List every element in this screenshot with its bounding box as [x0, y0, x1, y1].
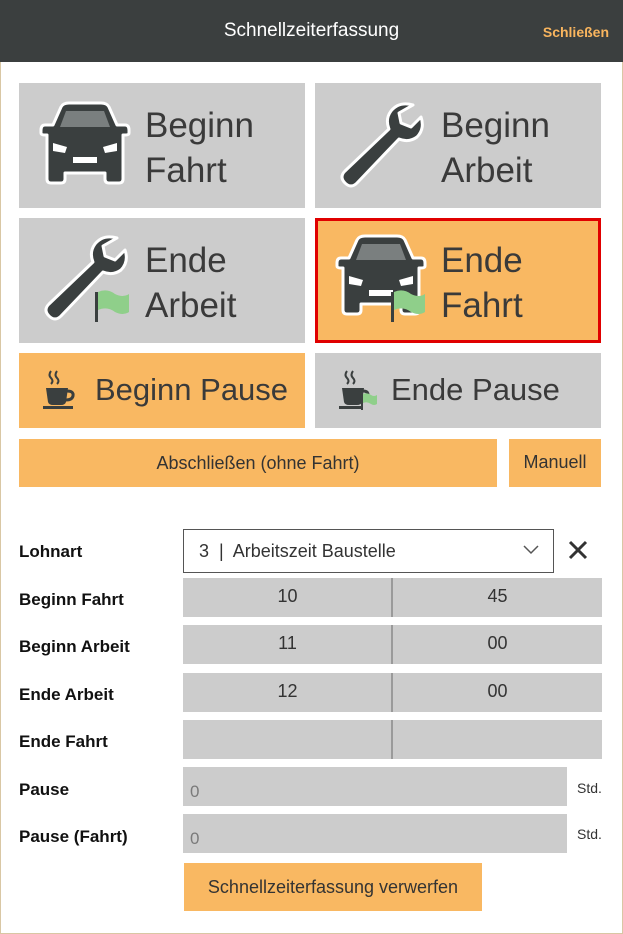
- beginn-arbeit-hours-field[interactable]: 11: [183, 625, 392, 664]
- ende-pause-label: Ende Pause: [391, 372, 560, 407]
- beginn-pause-label: Beginn Pause: [95, 372, 289, 407]
- beginn-arbeit-line1: Beginn: [441, 106, 550, 145]
- pause-fahrt-input[interactable]: [183, 814, 567, 853]
- ende-fahrt-minutes-field[interactable]: [393, 720, 602, 759]
- manuell-button[interactable]: Manuell: [509, 439, 601, 487]
- beginn-fahrt-line2: Fahrt: [145, 151, 227, 190]
- ende-pause-button[interactable]: [315, 353, 601, 428]
- beginn-pause-button[interactable]: [19, 353, 305, 428]
- beginn-arbeit-label: [441, 103, 550, 193]
- title-bar: [0, 0, 623, 62]
- ende-arbeit-label: [145, 238, 236, 328]
- ende-arbeit-line2: Arbeit: [145, 286, 237, 325]
- pause-fahrt-unit: Std.: [577, 826, 602, 842]
- close-icon[interactable]: [566, 538, 590, 562]
- beginn-fahrt-hours-field[interactable]: 10: [183, 578, 392, 617]
- pause-input[interactable]: [183, 767, 567, 806]
- ende-fahrt-line1: Ende: [441, 241, 523, 280]
- verwerfen-button[interactable]: Schnellzeiterfassung verwerfen: [184, 863, 482, 911]
- coffee-flag-icon: [337, 369, 377, 411]
- pause-value: 0: [190, 782, 200, 801]
- car-flag-icon: [331, 232, 431, 324]
- beginn-fahrt-button[interactable]: [19, 83, 305, 208]
- ende-fahrt-field-label: Ende Fahrt: [19, 732, 108, 751]
- ende-fahrt-line2: Fahrt: [441, 286, 523, 325]
- coffee-cup-icon: [41, 369, 81, 411]
- close-button[interactable]: Schließen: [542, 24, 609, 40]
- ende-arbeit-hours-field[interactable]: 12: [183, 673, 392, 712]
- lohnart-select[interactable]: [183, 529, 554, 573]
- car-icon: [35, 97, 135, 189]
- ende-arbeit-line1: Ende: [145, 241, 227, 280]
- wrench-icon: [331, 97, 431, 189]
- ende-arbeit-minutes-field[interactable]: 00: [393, 673, 602, 712]
- ende-fahrt-label: [441, 238, 523, 328]
- beginn-fahrt-line1: Beginn: [145, 106, 254, 145]
- beginn-fahrt-field-label: Beginn Fahrt: [19, 590, 124, 609]
- pause-field-label: Pause: [19, 780, 70, 799]
- pause-fahrt-value: 0: [190, 829, 200, 848]
- wrench-flag-icon: [35, 232, 135, 324]
- lohnart-value: 3 | Arbeitszeit Baustelle: [199, 541, 396, 561]
- window-title: Schnellzeiterfassung: [223, 20, 400, 41]
- beginn-arbeit-field-label: Beginn Arbeit: [19, 637, 130, 656]
- beginn-arbeit-minutes-field[interactable]: 00: [393, 625, 602, 664]
- beginn-fahrt-label: [145, 103, 254, 193]
- chevron-down-icon: [523, 544, 539, 556]
- pause-fahrt-field-label: Pause (Fahrt): [19, 827, 128, 846]
- ende-arbeit-button[interactable]: [19, 218, 305, 343]
- ende-arbeit-field-label: Ende Arbeit: [19, 685, 114, 704]
- abschliessen-button[interactable]: Abschließen (ohne Fahrt): [19, 439, 497, 487]
- pause-unit: Std.: [577, 780, 602, 796]
- beginn-arbeit-button[interactable]: [315, 83, 601, 208]
- ende-fahrt-button[interactable]: [315, 218, 601, 343]
- ende-fahrt-hours-field[interactable]: [183, 720, 392, 759]
- beginn-fahrt-minutes-field[interactable]: 45: [393, 578, 602, 617]
- beginn-arbeit-line2: Arbeit: [441, 151, 533, 190]
- lohnart-label: Lohnart: [19, 542, 83, 561]
